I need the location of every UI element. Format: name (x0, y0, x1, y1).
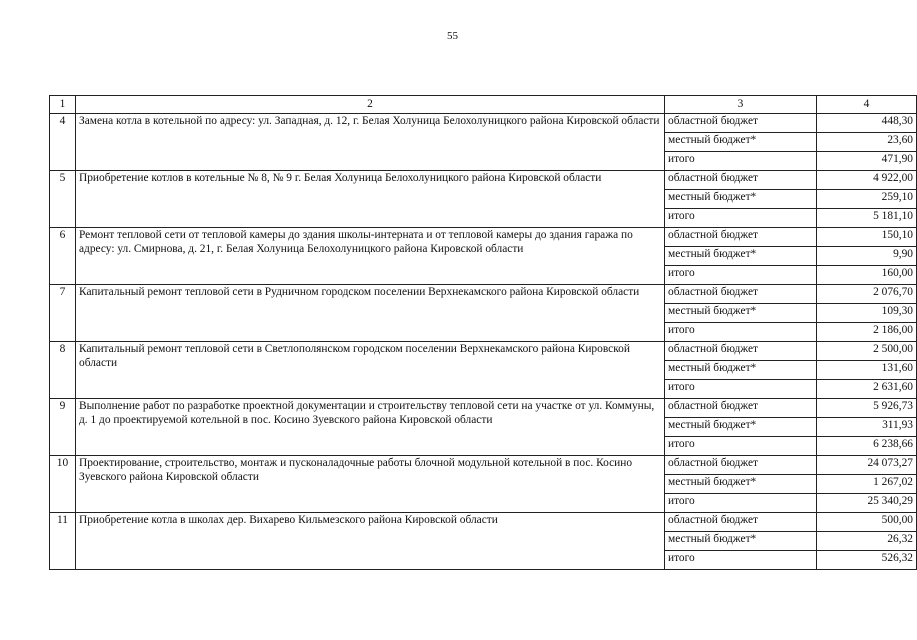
funding-source: итого (665, 551, 817, 570)
measure-name: Приобретение котлов в котельные № 8, № 9 г. Белая Холуница Белохолуницкого района Кировской области (76, 171, 665, 228)
row-number: 4 (50, 114, 76, 171)
table-row (50, 171, 917, 190)
header-col-2: 2 (76, 96, 665, 114)
funding-amount: 25 340,29 (817, 494, 917, 513)
row-number: 9 (50, 399, 76, 456)
funding-amount: 2 500,00 (817, 342, 917, 361)
measure-name: Капитальный ремонт тепловой сети в Светлополянском городском поселении Верхнекамского района Кировской области (76, 342, 665, 399)
funding-source: областной бюджет (665, 456, 817, 475)
funding-source: итого (665, 437, 817, 456)
funding-amount: 471,90 (817, 152, 917, 171)
funding-source: итого (665, 209, 817, 228)
funding-source: местный бюджет* (665, 418, 817, 437)
table-row (50, 285, 917, 304)
table-row (50, 114, 917, 133)
funding-source: областной бюджет (665, 399, 817, 418)
header-col-4: 4 (817, 96, 917, 114)
funding-amount: 1 267,02 (817, 475, 917, 494)
table-body (50, 114, 917, 570)
table-row (50, 513, 917, 532)
funding-amount: 500,00 (817, 513, 917, 532)
measure-name: Ремонт тепловой сети от тепловой камеры до здания школы-интерната и от тепловой камеры до здания гаража по адресу: ул. Смирнова, д. 21, г. Белая Холуница Белохолуницкого района Кировской области (76, 228, 665, 285)
funding-amount: 259,10 (817, 190, 917, 209)
funding-source: итого (665, 494, 817, 513)
funding-amount: 26,32 (817, 532, 917, 551)
measure-name: Проектирование, строительство, монтаж и пусконаладочные работы блочной модульной котельной в пос. Косино Зуевского района Кировской области (76, 456, 665, 513)
row-number: 8 (50, 342, 76, 399)
header-col-3: 3 (665, 96, 817, 114)
funding-source: местный бюджет* (665, 532, 817, 551)
funding-amount: 9,90 (817, 247, 917, 266)
row-number: 7 (50, 285, 76, 342)
funding-amount: 24 073,27 (817, 456, 917, 475)
funding-source: итого (665, 266, 817, 285)
funding-amount: 448,30 (817, 114, 917, 133)
table-row (50, 342, 917, 361)
funding-amount: 526,32 (817, 551, 917, 570)
table-row (50, 399, 917, 418)
funding-amount: 2 076,70 (817, 285, 917, 304)
funding-source: местный бюджет* (665, 190, 817, 209)
measure-name: Выполнение работ по разработке проектной документации и строительству тепловой сети на участке от ул. Коммуны, д. 1 до проектируемой котельной в пос. Косино Зуевского района Кировской области (76, 399, 665, 456)
funding-amount: 160,00 (817, 266, 917, 285)
funding-amount: 131,60 (817, 361, 917, 380)
header-col-1: 1 (50, 96, 76, 114)
funding-source: областной бюджет (665, 171, 817, 190)
funding-amount: 4 922,00 (817, 171, 917, 190)
funding-source: областной бюджет (665, 285, 817, 304)
table-row (50, 228, 917, 247)
row-number: 11 (50, 513, 76, 570)
measure-name: Капитальный ремонт тепловой сети в Рудничном городском поселении Верхнекамского района Кировской области (76, 285, 665, 342)
funding-source: местный бюджет* (665, 133, 817, 152)
funding-source: областной бюджет (665, 513, 817, 532)
funding-amount: 2 186,00 (817, 323, 917, 342)
funding-amount: 150,10 (817, 228, 917, 247)
page-number: 55 (447, 30, 458, 42)
funding-source: местный бюджет* (665, 475, 817, 494)
funding-amount: 2 631,60 (817, 380, 917, 399)
funding-amount: 23,60 (817, 133, 917, 152)
row-number: 10 (50, 456, 76, 513)
budget-table (49, 95, 917, 570)
funding-source: местный бюджет* (665, 304, 817, 323)
measure-name: Приобретение котла в школах дер. Вихарево Кильмезского района Кировской области (76, 513, 665, 570)
funding-source: областной бюджет (665, 114, 817, 133)
measure-name: Замена котла в котельной по адресу: ул. Западная, д. 12, г. Белая Холуница Белохолуницкого района Кировской области (76, 114, 665, 171)
funding-source: областной бюджет (665, 342, 817, 361)
funding-amount: 5 926,73 (817, 399, 917, 418)
funding-amount: 109,30 (817, 304, 917, 323)
funding-amount: 5 181,10 (817, 209, 917, 228)
funding-source: местный бюджет* (665, 361, 817, 380)
funding-amount: 311,93 (817, 418, 917, 437)
row-number: 5 (50, 171, 76, 228)
funding-source: итого (665, 380, 817, 399)
table-row (50, 456, 917, 475)
funding-source: местный бюджет* (665, 247, 817, 266)
funding-source: областной бюджет (665, 228, 817, 247)
row-number: 6 (50, 228, 76, 285)
table-header-row (50, 96, 917, 114)
funding-amount: 6 238,66 (817, 437, 917, 456)
funding-source: итого (665, 152, 817, 171)
funding-source: итого (665, 323, 817, 342)
